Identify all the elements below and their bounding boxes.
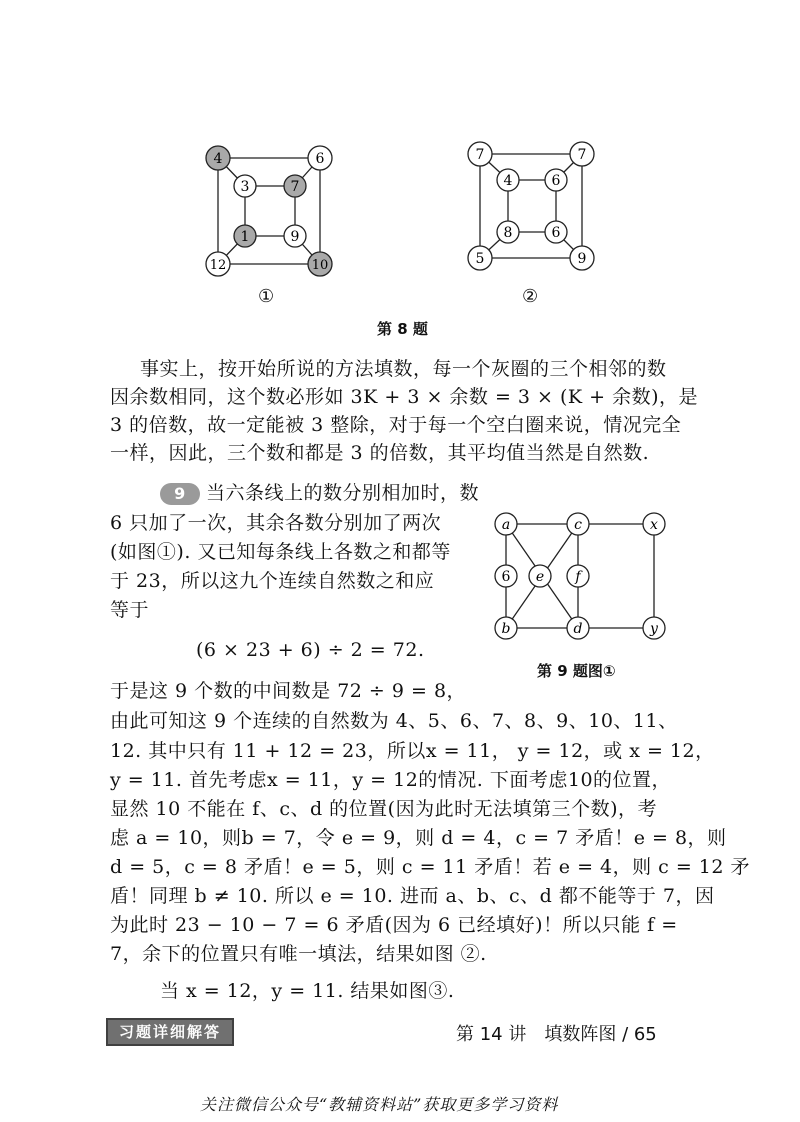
- svg-text:4: 4: [213, 151, 223, 167]
- problem9-line-0: [160, 482, 479, 505]
- problem9-line-4: 等于: [110, 599, 150, 621]
- fig9-node-b: [495, 617, 517, 639]
- problem-number-badge: 9: [160, 483, 200, 505]
- svg-text:e: e: [535, 569, 545, 585]
- g2-node-i0: [497, 169, 519, 191]
- svg-text:c: c: [574, 517, 582, 533]
- para2-line-1: 由此可知这 9 个连续的自然数为 4、5、6、7、8、9、10、11、: [110, 710, 678, 732]
- para2-line-7: 盾！同理 b ≠ 10. 所以 e = 10. 进而 a、b、c、d 都不能等于 7，因: [110, 885, 715, 907]
- svg-text:y: y: [650, 621, 658, 637]
- para1-line-3: 一样，因此，三个数和都是 3 的倍数，其平均值当然是自然数.: [110, 442, 650, 464]
- problem9-line-3: 于 23，所以这九个连续自然数之和应: [110, 570, 435, 592]
- svg-text:7: 7: [475, 147, 485, 163]
- problem9-line-1: 6 只加了一次，其余各数分别加了两次: [110, 512, 442, 534]
- g1-node-o2: [206, 252, 230, 276]
- para2-line-10: 当 x = 12，y = 11. 结果如图③.: [160, 980, 455, 1002]
- para1-line-0: 事实上，按开始所说的方法填数，每一个灰圈的三个相邻的数: [140, 358, 667, 380]
- svg-text:3: 3: [240, 179, 250, 195]
- g1-node-i3: [284, 225, 306, 247]
- svg-text:x: x: [650, 517, 658, 533]
- problem9-text-0: 当六条线上的数分别相加时，数: [206, 482, 480, 504]
- g2-node-o1: [570, 142, 594, 166]
- svg-text:6: 6: [551, 225, 561, 241]
- fig9-node-a: [495, 513, 517, 535]
- para2-line-8: 为此时 23 − 10 − 7 = 6 矛盾(因为 6 已经填好)！所以只能 f =: [110, 914, 678, 936]
- svg-text:10: 10: [311, 258, 329, 273]
- para2-line-2: 12. 其中只有 11 + 12 = 23，所以x = 11， y = 12，或 x = 12，: [110, 740, 715, 762]
- problem9-line-2: (如图①). 又已知每条线上各数之和都等: [110, 541, 451, 563]
- figure8-graph1: [196, 138, 346, 288]
- svg-text:b: b: [501, 621, 511, 637]
- svg-text:4: 4: [503, 173, 513, 189]
- para2-line-3: y = 11. 首先考虑x = 11，y = 12的情况. 下面考虑10的位置，: [110, 769, 672, 791]
- figure8-graph1-mark: ①: [258, 286, 275, 307]
- svg-text:f: f: [575, 569, 581, 585]
- g1-node-o3: [308, 252, 332, 276]
- g1-node-o0: [206, 146, 230, 170]
- svg-text:1: 1: [240, 229, 250, 245]
- fig9-node-f: [567, 565, 589, 587]
- fig9-node-6: [495, 565, 517, 587]
- g2-node-i3: [545, 221, 567, 243]
- fig9-node-x: [643, 513, 665, 535]
- g1-node-o1: [308, 146, 332, 170]
- para1-line-1: 因余数相同，这个数必形如 3K + 3 × 余数 = 3 × (K + 余数)，是: [110, 386, 699, 408]
- svg-text:7: 7: [577, 147, 587, 163]
- figure9-graph: [484, 506, 674, 646]
- para2-line-5: 虑 a = 10，则b = 7，令 e = 9，则 d = 4，c = 7 矛盾！e = 8，则: [110, 827, 727, 849]
- g2-node-o3: [570, 246, 594, 270]
- para2-line-4: 显然 10 不能在 f、c、d 的位置(因为此时无法填第三个数)，考: [110, 798, 657, 820]
- g2-node-i2: [497, 221, 519, 243]
- svg-text:9: 9: [290, 229, 300, 245]
- fig9-node-y: [643, 617, 665, 639]
- svg-text:8: 8: [503, 225, 513, 241]
- g1-node-i1: [284, 175, 306, 197]
- svg-text:6: 6: [315, 151, 325, 167]
- g1-node-i2: [234, 225, 256, 247]
- figure8-graph2-mark: ②: [522, 286, 539, 307]
- svg-text:7: 7: [290, 179, 300, 195]
- svg-text:6: 6: [551, 173, 561, 189]
- svg-text:12: 12: [209, 258, 227, 273]
- fig9-node-e: [529, 565, 551, 587]
- fig9-node-c: [567, 513, 589, 535]
- figure8-graph2: [456, 134, 616, 284]
- para2-line-6: d = 5，c = 8 矛盾！e = 5，则 c = 11 矛盾！若 e = 4，则 c = 12 矛: [110, 856, 751, 878]
- g2-node-o2: [468, 246, 492, 270]
- svg-text:a: a: [501, 517, 511, 533]
- g1-node-i0: [234, 175, 256, 197]
- figure8-caption: 第 8 题: [377, 320, 428, 338]
- footer-chapter-page: 第 14 讲 填数阵图 / 65: [456, 1024, 657, 1045]
- para1-line-2: 3 的倍数，故一定能被 3 整除，对于每一个空白圈来说，情况完全: [110, 414, 682, 436]
- para2-line-9: 7，余下的位置只有唯一填法，结果如图 ②.: [110, 943, 487, 965]
- svg-text:6: 6: [501, 569, 511, 585]
- bottom-watermark-note: 关注微信公众号“教辅资料站”获取更多学习资料: [200, 1095, 559, 1114]
- svg-text:d: d: [573, 621, 583, 637]
- problem9-equation: (6 × 23 + 6) ÷ 2 = 72.: [196, 639, 425, 661]
- fig9-node-d: [567, 617, 589, 639]
- figure9-caption: 第 9 题图①: [537, 662, 616, 680]
- footer-section-tag: 习题详细解答: [106, 1018, 234, 1046]
- g2-node-i1: [545, 169, 567, 191]
- svg-text:5: 5: [475, 251, 485, 267]
- svg-text:9: 9: [577, 251, 587, 267]
- g2-node-o0: [468, 142, 492, 166]
- para2-line-0: 于是这 9 个数的中间数是 72 ÷ 9 = 8，: [110, 680, 467, 702]
